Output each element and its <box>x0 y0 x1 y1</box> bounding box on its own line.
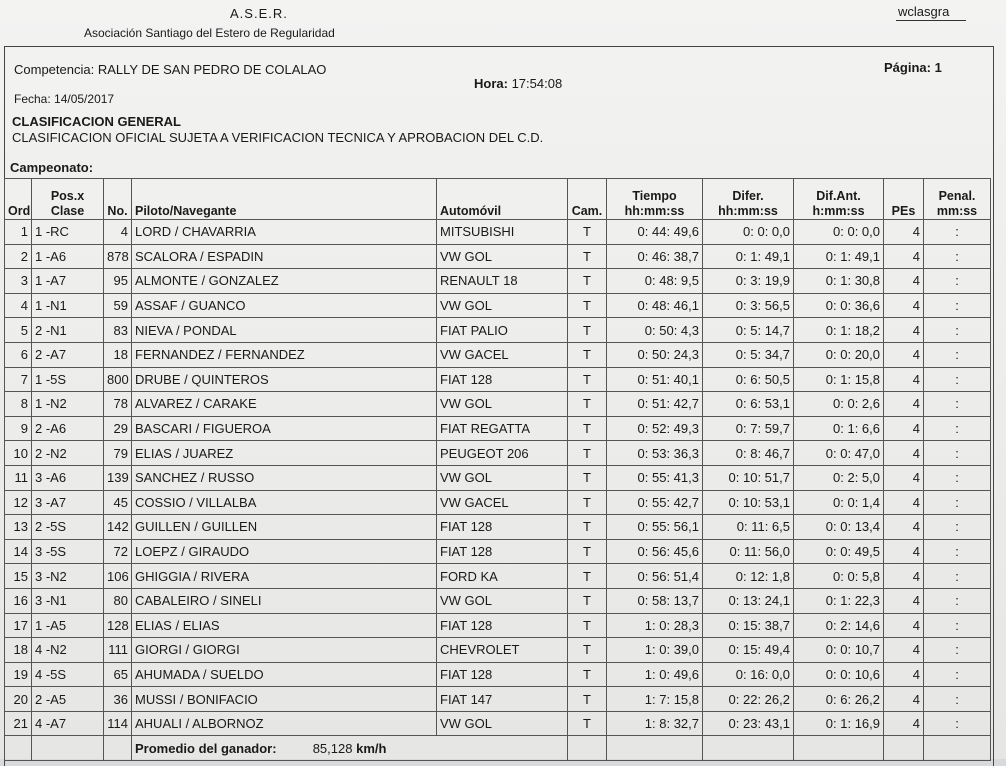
col-no: No. <box>104 179 132 220</box>
row-difer: 0: 13: 24,1 <box>703 588 794 613</box>
row-difant: 0: 0: 0,0 <box>794 220 884 245</box>
row-tiempo: 0: 53: 36,3 <box>607 441 703 466</box>
row-pes: 4 <box>884 220 924 245</box>
row-ord: 12 <box>5 490 32 515</box>
row-tiempo: 0: 46: 38,7 <box>607 244 703 269</box>
promedio-unit: km/h <box>356 740 387 756</box>
pagina-label: Página: <box>884 60 931 75</box>
pagina <box>884 60 942 75</box>
row-penal: : <box>924 711 991 736</box>
org-name: Asociación Santiago del Estero de Regularidad <box>84 26 335 40</box>
row-cam: T <box>568 588 607 613</box>
table-row <box>5 441 991 466</box>
table-row <box>5 342 991 367</box>
row-pes: 4 <box>884 367 924 392</box>
row-piloto: NIEVA / PONDAL <box>132 318 437 343</box>
row-piloto: SANCHEZ / RUSSO <box>132 465 437 490</box>
row-piloto: GHIGGIA / RIVERA <box>132 564 437 589</box>
row-penal: : <box>924 392 991 417</box>
footer-row <box>5 736 991 761</box>
row-tiempo: 0: 56: 45,6 <box>607 539 703 564</box>
row-difant: 0: 2: 14,6 <box>794 613 884 638</box>
row-pes: 4 <box>884 416 924 441</box>
row-cam: T <box>568 613 607 638</box>
row-auto: FIAT 128 <box>437 539 568 564</box>
row-ord: 7 <box>5 367 32 392</box>
competencia <box>14 62 326 77</box>
row-piloto: DRUBE / QUINTEROS <box>132 367 437 392</box>
row-pos: 3 -5S <box>32 539 104 564</box>
row-auto: VW GACEL <box>437 490 568 515</box>
pagina-value: 1 <box>934 60 942 75</box>
row-ord: 2 <box>5 244 32 269</box>
row-piloto: MUSSI / BONIFACIO <box>132 687 437 712</box>
campeonato-label: Campeonato: <box>10 160 94 175</box>
table-row <box>5 293 991 318</box>
row-tiempo: 0: 58: 13,7 <box>607 588 703 613</box>
row-difant: 0: 0: 49,5 <box>794 539 884 564</box>
row-pes: 4 <box>884 662 924 687</box>
hora <box>474 76 562 91</box>
row-pes: 4 <box>884 441 924 466</box>
row-penal: : <box>924 564 991 589</box>
table-row <box>5 687 991 712</box>
row-piloto: ASSAF / GUANCO <box>132 293 437 318</box>
row-tiempo: 0: 50: 4,3 <box>607 318 703 343</box>
col-piloto: Piloto/Navegante <box>132 179 437 220</box>
row-auto: FIAT PALIO <box>437 318 568 343</box>
row-penal: : <box>924 515 991 540</box>
row-penal: : <box>924 687 991 712</box>
row-penal: : <box>924 244 991 269</box>
row-pes: 4 <box>884 613 924 638</box>
row-auto: VW GACEL <box>437 342 568 367</box>
row-cam: T <box>568 392 607 417</box>
row-pos: 3 -A7 <box>32 490 104 515</box>
hora-label: Hora: <box>474 76 508 91</box>
row-difer: 0: 15: 38,7 <box>703 613 794 638</box>
row-penal: : <box>924 416 991 441</box>
row-pes: 4 <box>884 515 924 540</box>
row-no: 4 <box>104 220 132 245</box>
row-pos: 3 -N1 <box>32 588 104 613</box>
row-pos: 3 -A6 <box>32 465 104 490</box>
row-cam: T <box>568 244 607 269</box>
table-row <box>5 613 991 638</box>
col-difer: Difer. hh:mm:ss <box>703 179 794 220</box>
row-tiempo: 0: 55: 42,7 <box>607 490 703 515</box>
col-cam: Cam. <box>568 179 607 220</box>
row-tiempo: 1: 8: 32,7 <box>607 711 703 736</box>
row-no: 114 <box>104 711 132 736</box>
row-cam: T <box>568 638 607 663</box>
row-piloto: COSSIO / VILLALBA <box>132 490 437 515</box>
row-penal: : <box>924 293 991 318</box>
row-auto: FIAT REGATTA <box>437 416 568 441</box>
row-tiempo: 0: 48: 9,5 <box>607 269 703 294</box>
org-acronym: A.S.E.R. <box>230 6 288 21</box>
competencia-value: RALLY DE SAN PEDRO DE COLALAO <box>97 62 327 77</box>
row-pos: 2 -5S <box>32 515 104 540</box>
row-piloto: CABALEIRO / SINELI <box>132 588 437 613</box>
row-pos: 4 -A7 <box>32 711 104 736</box>
table-row <box>5 638 991 663</box>
row-pos: 4 -5S <box>32 662 104 687</box>
row-auto: FIAT 128 <box>437 515 568 540</box>
row-auto: FORD KA <box>437 564 568 589</box>
row-cam: T <box>568 318 607 343</box>
row-tiempo: 1: 0: 39,0 <box>607 638 703 663</box>
col-tiempo: Tiempo hh:mm:ss <box>607 179 703 220</box>
row-tiempo: 0: 48: 46,1 <box>607 293 703 318</box>
row-cam: T <box>568 220 607 245</box>
row-penal: : <box>924 318 991 343</box>
row-difant: 0: 1: 16,9 <box>794 711 884 736</box>
row-pos: 2 -N2 <box>32 441 104 466</box>
row-difer: 0: 11: 56,0 <box>703 539 794 564</box>
row-piloto: ALMONTE / GONZALEZ <box>132 269 437 294</box>
row-ord: 5 <box>5 318 32 343</box>
row-auto: VW GOL <box>437 293 568 318</box>
row-tiempo: 1: 0: 28,3 <box>607 613 703 638</box>
row-no: 83 <box>104 318 132 343</box>
row-auto: VW GOL <box>437 588 568 613</box>
row-difant: 0: 0: 5,8 <box>794 564 884 589</box>
row-pes: 4 <box>884 490 924 515</box>
promedio-value: 85,128 <box>312 740 353 756</box>
row-penal: : <box>924 220 991 245</box>
row-piloto: FERNANDEZ / FERNANDEZ <box>132 342 437 367</box>
row-difant: 0: 1: 30,8 <box>794 269 884 294</box>
row-piloto: ELIAS / ELIAS <box>132 613 437 638</box>
row-difer: 0: 12: 1,8 <box>703 564 794 589</box>
row-pos: 2 -A7 <box>32 342 104 367</box>
row-ord: 17 <box>5 613 32 638</box>
row-piloto: GIORGI / GIORGI <box>132 638 437 663</box>
row-difant: 0: 0: 1,4 <box>794 490 884 515</box>
row-tiempo: 0: 50: 24,3 <box>607 342 703 367</box>
row-pos: 4 -N2 <box>32 638 104 663</box>
col-auto: Automóvil <box>437 179 568 220</box>
row-ord: 14 <box>5 539 32 564</box>
row-difant: 0: 1: 49,1 <box>794 244 884 269</box>
row-pos: 2 -A6 <box>32 416 104 441</box>
row-no: 139 <box>104 465 132 490</box>
row-difer: 0: 23: 43,1 <box>703 711 794 736</box>
table-row <box>5 490 991 515</box>
row-ord: 21 <box>5 711 32 736</box>
row-no: 106 <box>104 564 132 589</box>
row-tiempo: 0: 55: 41,3 <box>607 465 703 490</box>
col-pos: Pos.x Clase <box>32 179 104 220</box>
row-pos: 1 -A6 <box>32 244 104 269</box>
row-no: 79 <box>104 441 132 466</box>
row-no: 800 <box>104 367 132 392</box>
row-pos: 1 -A7 <box>32 269 104 294</box>
row-penal: : <box>924 539 991 564</box>
row-difer: 0: 0: 0,0 <box>703 220 794 245</box>
row-auto: MITSUBISHI <box>437 220 568 245</box>
row-cam: T <box>568 367 607 392</box>
table-row <box>5 465 991 490</box>
fecha <box>14 92 114 106</box>
row-no: 80 <box>104 588 132 613</box>
table-row <box>5 244 991 269</box>
row-tiempo: 0: 56: 51,4 <box>607 564 703 589</box>
row-ord: 11 <box>5 465 32 490</box>
row-tiempo: 1: 7: 15,8 <box>607 687 703 712</box>
row-auto: VW GOL <box>437 244 568 269</box>
row-cam: T <box>568 342 607 367</box>
row-penal: : <box>924 269 991 294</box>
row-auto: VW GOL <box>437 465 568 490</box>
row-pes: 4 <box>884 711 924 736</box>
row-difer: 0: 8: 46,7 <box>703 441 794 466</box>
row-difer: 0: 6: 53,1 <box>703 392 794 417</box>
row-ord: 20 <box>5 687 32 712</box>
fecha-label: Fecha: <box>14 92 51 106</box>
row-cam: T <box>568 416 607 441</box>
row-difer: 0: 7: 59,7 <box>703 416 794 441</box>
row-penal: : <box>924 588 991 613</box>
row-tiempo: 0: 51: 42,7 <box>607 392 703 417</box>
row-pos: 1 -RC <box>32 220 104 245</box>
row-ord: 9 <box>5 416 32 441</box>
table-row <box>5 711 991 736</box>
row-difant: 0: 0: 20,0 <box>794 342 884 367</box>
row-difant: 0: 0: 2,6 <box>794 392 884 417</box>
results-table <box>4 178 991 761</box>
row-difant: 0: 0: 10,6 <box>794 662 884 687</box>
row-penal: : <box>924 465 991 490</box>
row-pos: 1 -A5 <box>32 613 104 638</box>
row-difer: 0: 3: 56,5 <box>703 293 794 318</box>
row-ord: 18 <box>5 638 32 663</box>
row-penal: : <box>924 342 991 367</box>
row-auto: RENAULT 18 <box>437 269 568 294</box>
row-penal: : <box>924 613 991 638</box>
row-penal: : <box>924 441 991 466</box>
row-pes: 4 <box>884 588 924 613</box>
row-penal: : <box>924 367 991 392</box>
row-pos: 2 -N1 <box>32 318 104 343</box>
row-no: 36 <box>104 687 132 712</box>
row-difer: 0: 10: 53,1 <box>703 490 794 515</box>
competencia-label: Competencia: <box>14 62 95 77</box>
row-cam: T <box>568 687 607 712</box>
table-row <box>5 269 991 294</box>
row-auto: FIAT 128 <box>437 367 568 392</box>
row-piloto: GUILLEN / GUILLEN <box>132 515 437 540</box>
table-row <box>5 515 991 540</box>
row-pes: 4 <box>884 318 924 343</box>
table-row <box>5 392 991 417</box>
row-penal: : <box>924 490 991 515</box>
row-auto: VW GOL <box>437 392 568 417</box>
table-row <box>5 564 991 589</box>
row-pes: 4 <box>884 564 924 589</box>
fecha-value: 14/05/2017 <box>54 92 115 106</box>
col-difant: Dif.Ant. h:mm:ss <box>794 179 884 220</box>
row-no: 72 <box>104 539 132 564</box>
row-difant: 0: 1: 6,6 <box>794 416 884 441</box>
row-cam: T <box>568 515 607 540</box>
row-cam: T <box>568 269 607 294</box>
row-pes: 4 <box>884 269 924 294</box>
row-difer: 0: 5: 14,7 <box>703 318 794 343</box>
row-no: 111 <box>104 638 132 663</box>
row-penal: : <box>924 662 991 687</box>
row-tiempo: 0: 44: 49,6 <box>607 220 703 245</box>
row-no: 59 <box>104 293 132 318</box>
row-no: 142 <box>104 515 132 540</box>
row-difer: 0: 15: 49,4 <box>703 638 794 663</box>
row-piloto: ELIAS / JUAREZ <box>132 441 437 466</box>
row-cam: T <box>568 465 607 490</box>
row-piloto: AHUALI / ALBORNOZ <box>132 711 437 736</box>
row-cam: T <box>568 539 607 564</box>
row-no: 18 <box>104 342 132 367</box>
row-difant: 0: 0: 36,6 <box>794 293 884 318</box>
clasificacion-title: CLASIFICACION GENERAL <box>12 114 181 129</box>
row-difer: 0: 5: 34,7 <box>703 342 794 367</box>
row-auto: FIAT 128 <box>437 662 568 687</box>
row-difant: 0: 1: 22,3 <box>794 588 884 613</box>
row-difant: 0: 0: 13,4 <box>794 515 884 540</box>
row-cam: T <box>568 564 607 589</box>
row-ord: 6 <box>5 342 32 367</box>
row-pes: 4 <box>884 539 924 564</box>
row-difer: 0: 3: 19,9 <box>703 269 794 294</box>
row-no: 78 <box>104 392 132 417</box>
row-piloto: SCALORA / ESPADIN <box>132 244 437 269</box>
row-tiempo: 0: 51: 40,1 <box>607 367 703 392</box>
row-pos: 1 -N1 <box>32 293 104 318</box>
row-pes: 4 <box>884 638 924 663</box>
row-tiempo: 0: 55: 56,1 <box>607 515 703 540</box>
table-row <box>5 220 991 245</box>
row-difer: 0: 16: 0,0 <box>703 662 794 687</box>
row-pos: 1 -N2 <box>32 392 104 417</box>
row-pos: 1 -5S <box>32 367 104 392</box>
row-tiempo: 0: 52: 49,3 <box>607 416 703 441</box>
row-difant: 0: 0: 10,7 <box>794 638 884 663</box>
row-no: 29 <box>104 416 132 441</box>
row-piloto: ALVAREZ / CARAKE <box>132 392 437 417</box>
row-ord: 15 <box>5 564 32 589</box>
row-piloto: AHUMADA / SUELDO <box>132 662 437 687</box>
col-penal: Penal. mm:ss <box>924 179 991 220</box>
row-auto: VW GOL <box>437 711 568 736</box>
row-tiempo: 1: 0: 49,6 <box>607 662 703 687</box>
hora-value: 17:54:08 <box>511 76 563 91</box>
row-ord: 10 <box>5 441 32 466</box>
row-piloto: LOEPZ / GIRAUDO <box>132 539 437 564</box>
col-pes: PEs <box>884 179 924 220</box>
row-difant: 0: 1: 15,8 <box>794 367 884 392</box>
user-underline <box>896 20 966 21</box>
row-ord: 4 <box>5 293 32 318</box>
row-difer: 0: 10: 51,7 <box>703 465 794 490</box>
row-difer: 0: 11: 6,5 <box>703 515 794 540</box>
row-pes: 4 <box>884 342 924 367</box>
row-penal: : <box>924 638 991 663</box>
row-ord: 16 <box>5 588 32 613</box>
row-auto: FIAT 147 <box>437 687 568 712</box>
user-id: wclasgra <box>898 4 950 19</box>
row-piloto: BASCARI / FIGUEROA <box>132 416 437 441</box>
row-ord: 8 <box>5 392 32 417</box>
row-difer: 0: 1: 49,1 <box>703 244 794 269</box>
row-cam: T <box>568 293 607 318</box>
row-pos: 3 -N2 <box>32 564 104 589</box>
row-auto: CHEVROLET <box>437 638 568 663</box>
table-row <box>5 588 991 613</box>
row-difer: 0: 6: 50,5 <box>703 367 794 392</box>
table-row <box>5 539 991 564</box>
promedio <box>132 736 568 761</box>
promedio-label: Promedio del ganador: <box>135 740 277 756</box>
row-difant: 0: 0: 47,0 <box>794 441 884 466</box>
row-cam: T <box>568 441 607 466</box>
row-ord: 13 <box>5 515 32 540</box>
row-pes: 4 <box>884 687 924 712</box>
table-row <box>5 367 991 392</box>
row-pes: 4 <box>884 293 924 318</box>
row-pes: 4 <box>884 244 924 269</box>
row-ord: 1 <box>5 220 32 245</box>
table-row <box>5 662 991 687</box>
row-cam: T <box>568 490 607 515</box>
col-ord: Ord <box>5 179 32 220</box>
row-piloto: LORD / CHAVARRIA <box>132 220 437 245</box>
row-difer: 0: 22: 26,2 <box>703 687 794 712</box>
table-row <box>5 318 991 343</box>
row-pes: 4 <box>884 392 924 417</box>
row-cam: T <box>568 711 607 736</box>
row-cam: T <box>568 662 607 687</box>
row-pos: 2 -A5 <box>32 687 104 712</box>
row-no: 95 <box>104 269 132 294</box>
row-difant: 0: 2: 5,0 <box>794 465 884 490</box>
row-ord: 3 <box>5 269 32 294</box>
row-no: 128 <box>104 613 132 638</box>
row-no: 45 <box>104 490 132 515</box>
row-auto: FIAT 128 <box>437 613 568 638</box>
row-no: 65 <box>104 662 132 687</box>
row-pes: 4 <box>884 465 924 490</box>
table-header <box>5 179 991 220</box>
row-auto: PEUGEOT 206 <box>437 441 568 466</box>
table-row <box>5 416 991 441</box>
row-difant: 0: 6: 26,2 <box>794 687 884 712</box>
row-difant: 0: 1: 18,2 <box>794 318 884 343</box>
row-ord: 19 <box>5 662 32 687</box>
row-no: 878 <box>104 244 132 269</box>
clasificacion-oficial: CLASIFICACION OFICIAL SUJETA A VERIFICACION TECNICA Y APROBACION DEL C.D. <box>12 130 544 145</box>
